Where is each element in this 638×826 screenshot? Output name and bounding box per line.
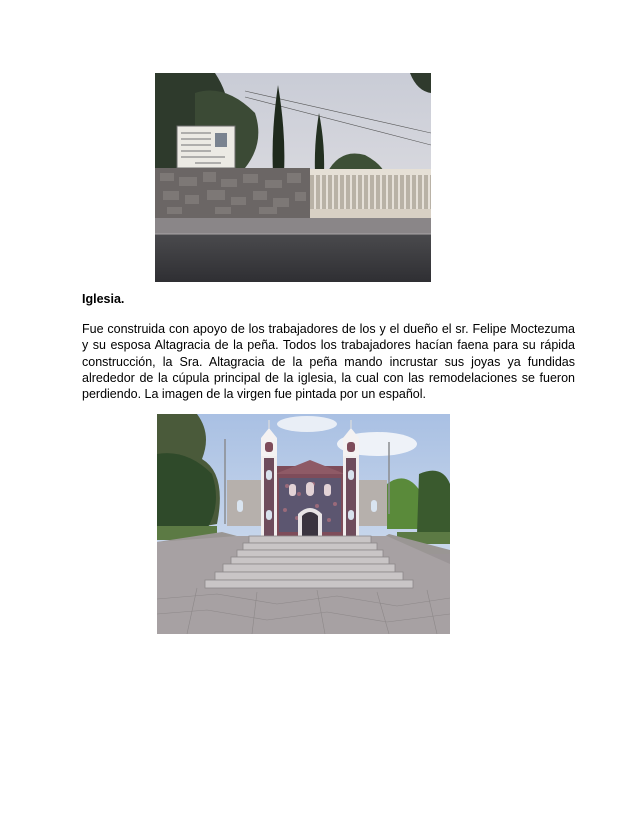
- body-paragraph: Fue construida con apoyo de los trabajadores de los y el dueño el sr. Felipe Moctezuma y su esposa Altagracia de la peña. Todos los trabajadores hacían faena para su rápida construcción, la Sra. Altagracia de la peña mando incrustar sus joyas ya fundidas alrededor de la cúpula principal de la iglesia, la cual con las remodelaciones se fueron perdiendo. La imagen de la virgen fue pintada por un español.: [82, 322, 575, 402]
- church-facade-photo: [157, 414, 450, 634]
- section-heading: Iglesia.: [82, 292, 125, 306]
- street-wall-photo: [155, 73, 431, 282]
